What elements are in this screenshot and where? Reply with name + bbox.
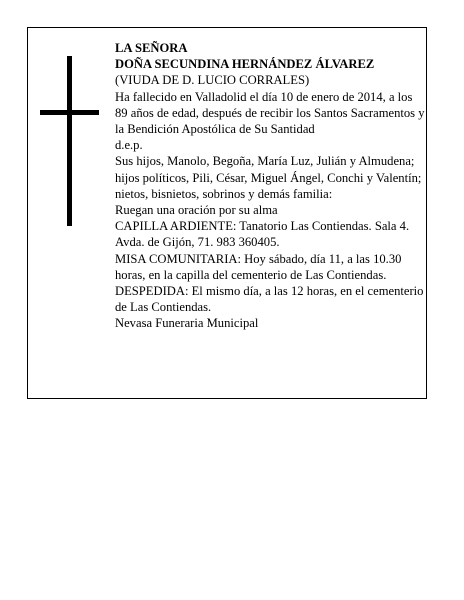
despedida: DESPEDIDA: El mismo día, a las 12 horas, en el cementerio de Las Contiendas. xyxy=(115,284,424,315)
funeraria: Nevasa Funeraria Municipal xyxy=(115,316,259,331)
death-info: Ha fallecido en Valladolid el día 10 de enero de 2014, a los 89 años de edad, después de recibir los Santos Sacramentos y la Bendición Apostólica de Su Santidad xyxy=(115,89,425,137)
deceased-name: DOÑA SECUNDINA HERNÁNDEZ ÁLVAREZ xyxy=(115,57,375,72)
widow-of: (VIUDA DE D. LUCIO CORRALES) xyxy=(115,73,310,88)
prayer-request: Ruegan una oración por su alma xyxy=(115,203,278,218)
notice-title: LA SEÑORA xyxy=(115,41,188,55)
cross-icon xyxy=(40,56,100,226)
cross-vertical-bar xyxy=(67,56,72,226)
misa-comunitaria: MISA COMUNITARIA: Hoy sábado, día 11, a las 10.30 horas, en la capilla del cementerio de Las Contiendas. xyxy=(115,251,402,282)
family-list: Sus hijos, Manolo, Begoña, María Luz, Julián y Almudena; hijos políticos, Pili, César, Miguel Ángel, Conchi y Valentín; nietos, bisnietos, sobrinos y demás familia: xyxy=(115,154,422,201)
obituary-notice xyxy=(27,27,427,399)
capilla-ardiente: CAPILLA ARDIENTE: Tanatorio Las Contiendas. Sala 4. Avda. de Gijón, 71. 983 360405. xyxy=(115,219,410,250)
cross-horizontal-bar xyxy=(40,110,99,115)
obituary-text xyxy=(115,40,425,332)
rip-text: d.e.p. xyxy=(115,138,143,153)
